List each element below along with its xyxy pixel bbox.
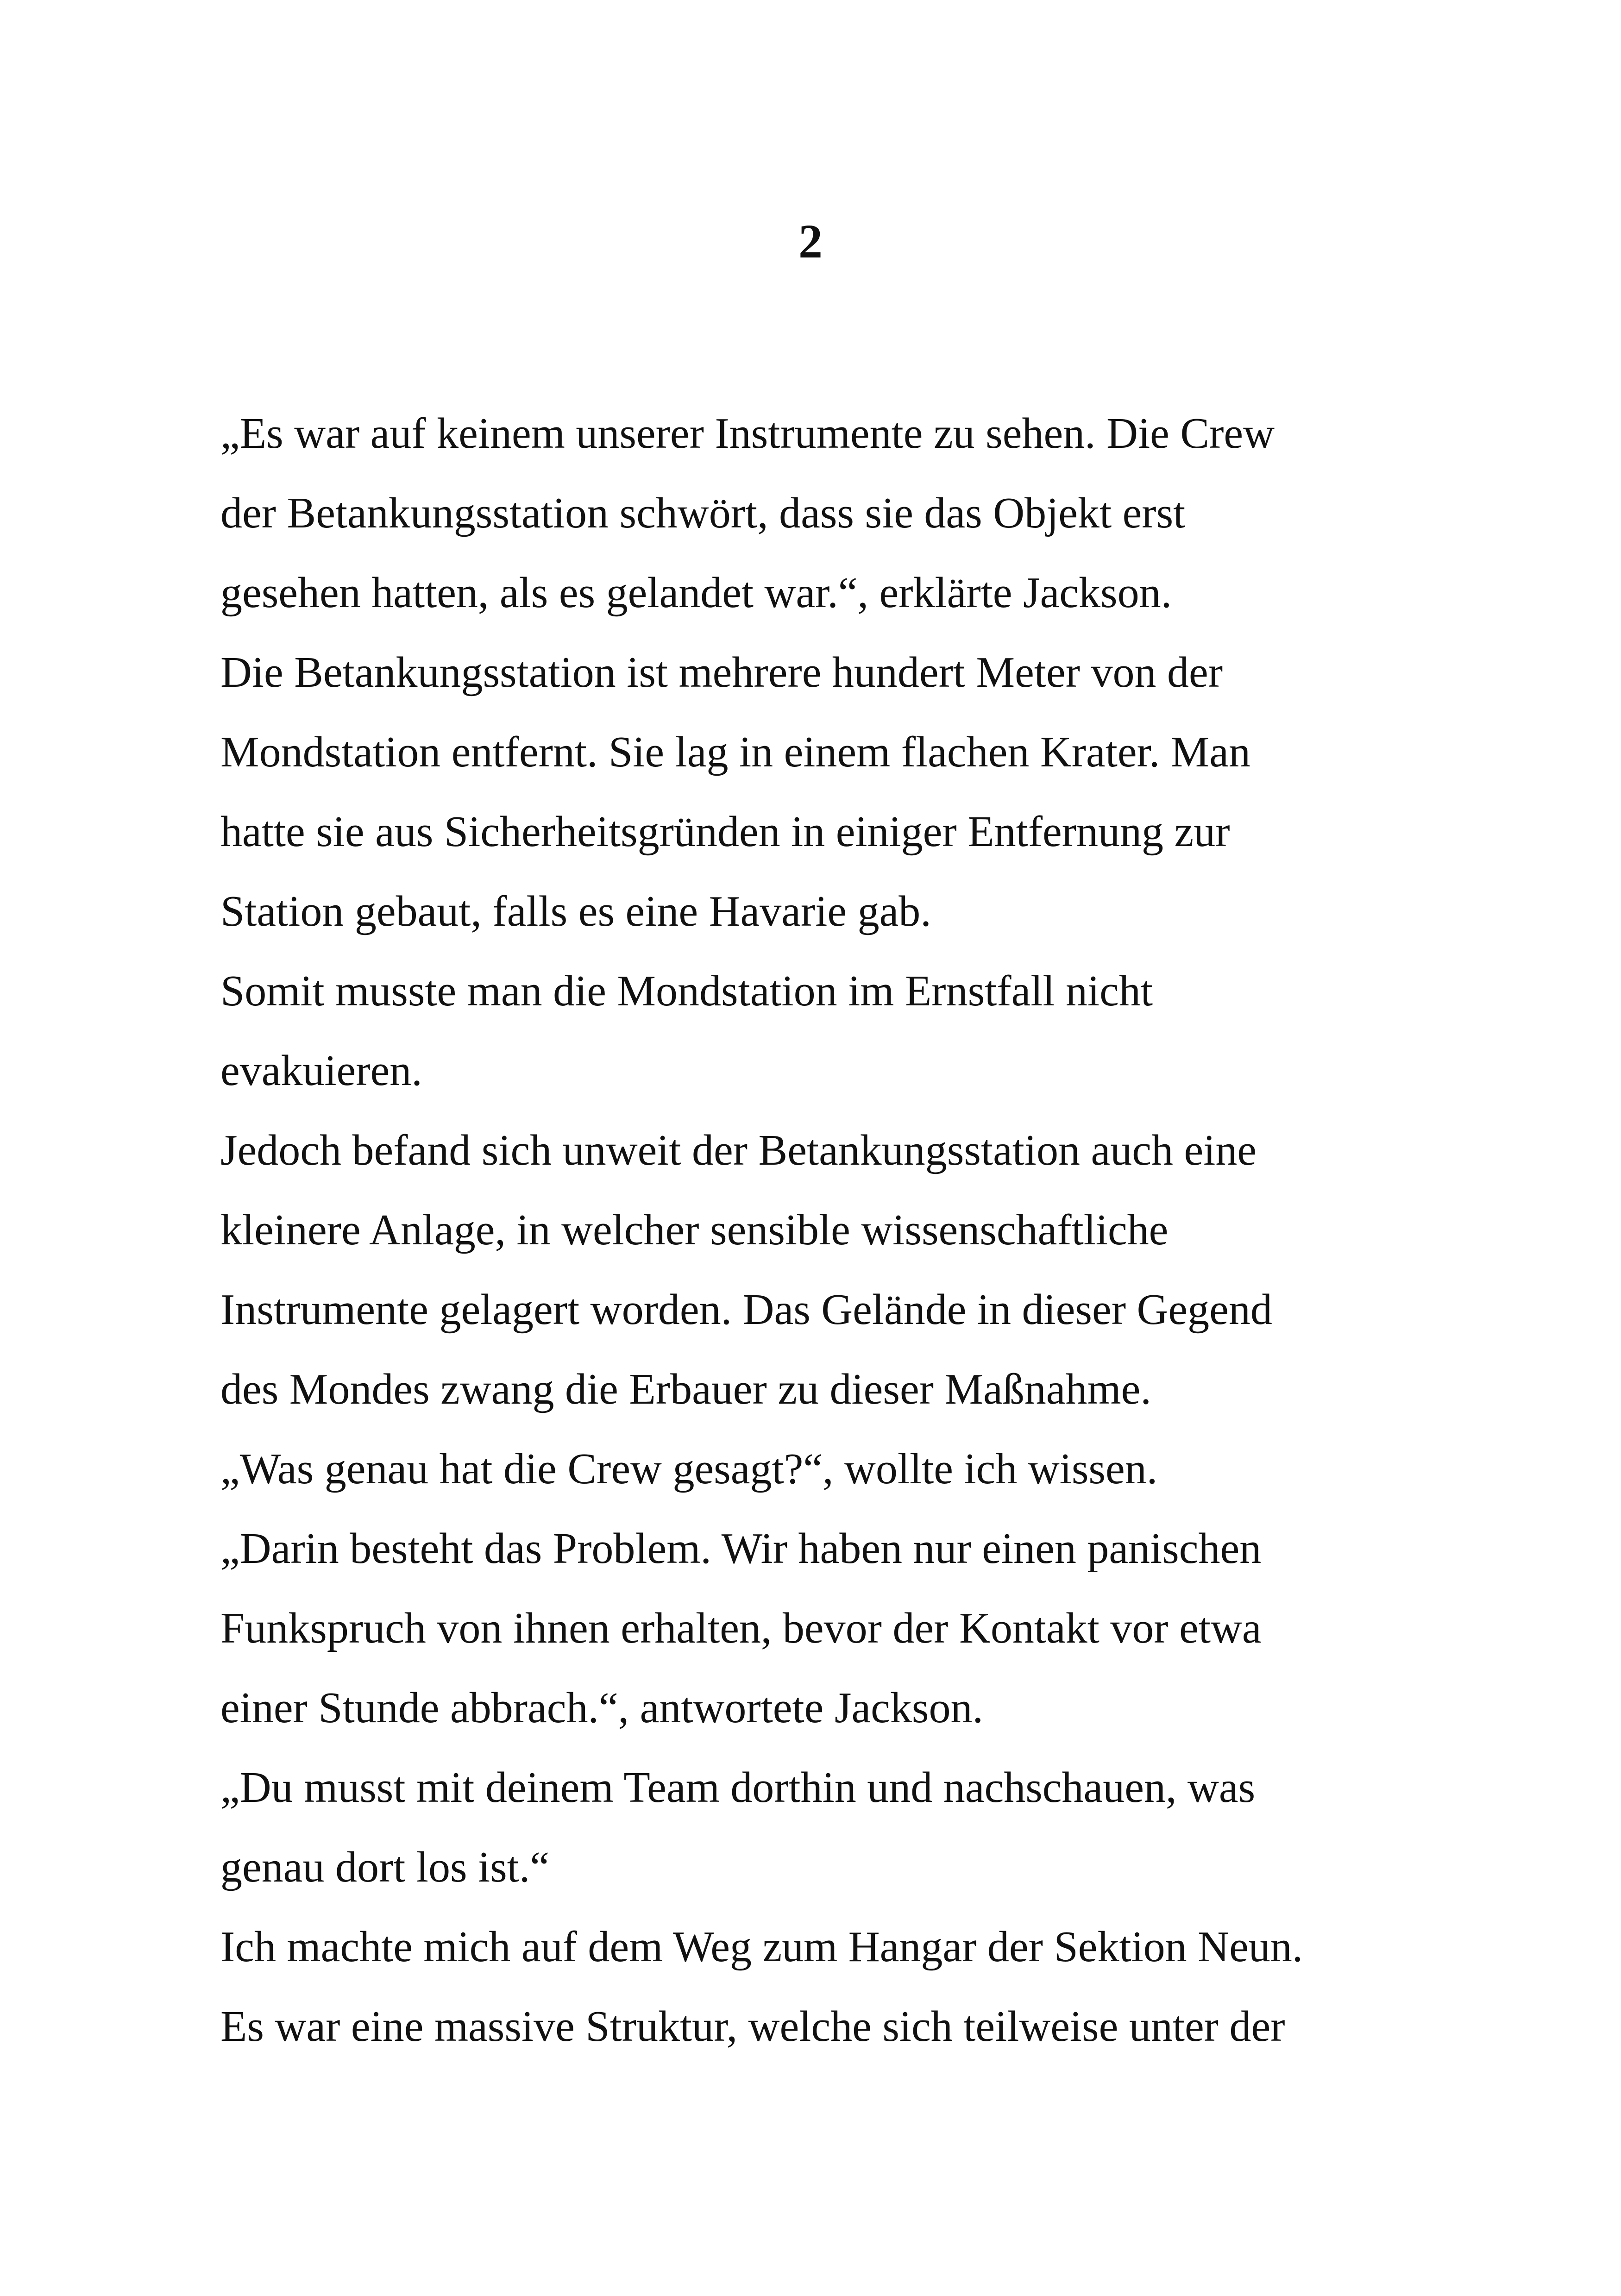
- text-line: des Mondes zwang die Erbauer zu dieser Maßnahme.: [220, 1365, 1151, 1413]
- text-line: Jedoch befand sich unweit der Betankungsstation auch eine: [220, 1126, 1257, 1174]
- chapter-number: 2: [798, 215, 823, 268]
- text-line: Station gebaut, falls es eine Havarie gab.: [220, 887, 931, 935]
- text-line: evakuieren.: [220, 1047, 422, 1095]
- text-line: kleinere Anlage, in welcher sensible wissenschaftliche: [220, 1206, 1169, 1254]
- text-line: Ich machte mich auf dem Weg zum Hangar der Sektion Neun.: [220, 1923, 1303, 1971]
- text-line: „Darin besteht das Problem. Wir haben nur einen panischen: [220, 1524, 1262, 1573]
- body-text: [220, 394, 1471, 2066]
- text-line: gesehen hatten, als es gelandet war.“, erklärte Jackson.: [220, 569, 1172, 617]
- text-line: „Es war auf keinem unserer Instrumente zu sehen. Die Crew: [220, 409, 1275, 458]
- text-line: „Was genau hat die Crew gesagt?“, wollte ich wissen.: [220, 1445, 1158, 1493]
- text-line: einer Stunde abbrach.“, antwortete Jackson.: [220, 1684, 983, 1732]
- text-line: hatte sie aus Sicherheitsgründen in einiger Entfernung zur: [220, 808, 1230, 856]
- text-line: Mondstation entfernt. Sie lag in einem flachen Krater. Man: [220, 728, 1251, 776]
- text-line: Funkspruch von ihnen erhalten, bevor der Kontakt vor etwa: [220, 1604, 1262, 1652]
- text-line: Es war eine massive Struktur, welche sich teilweise unter der: [220, 2002, 1285, 2051]
- text-line: der Betankungsstation schwört, dass sie das Objekt erst: [220, 489, 1186, 537]
- text-line: genau dort los ist.“: [220, 1843, 550, 1891]
- text-line: Instrumente gelagert worden. Das Gelände in dieser Gegend: [220, 1286, 1272, 1334]
- text-line: Somit musste man die Mondstation im Ernstfall nicht: [220, 967, 1153, 1015]
- text-line: Die Betankungsstation ist mehrere hundert Meter von der: [220, 648, 1223, 696]
- text-line: „Du musst mit deinem Team dorthin und nachschauen, was: [220, 1763, 1256, 1812]
